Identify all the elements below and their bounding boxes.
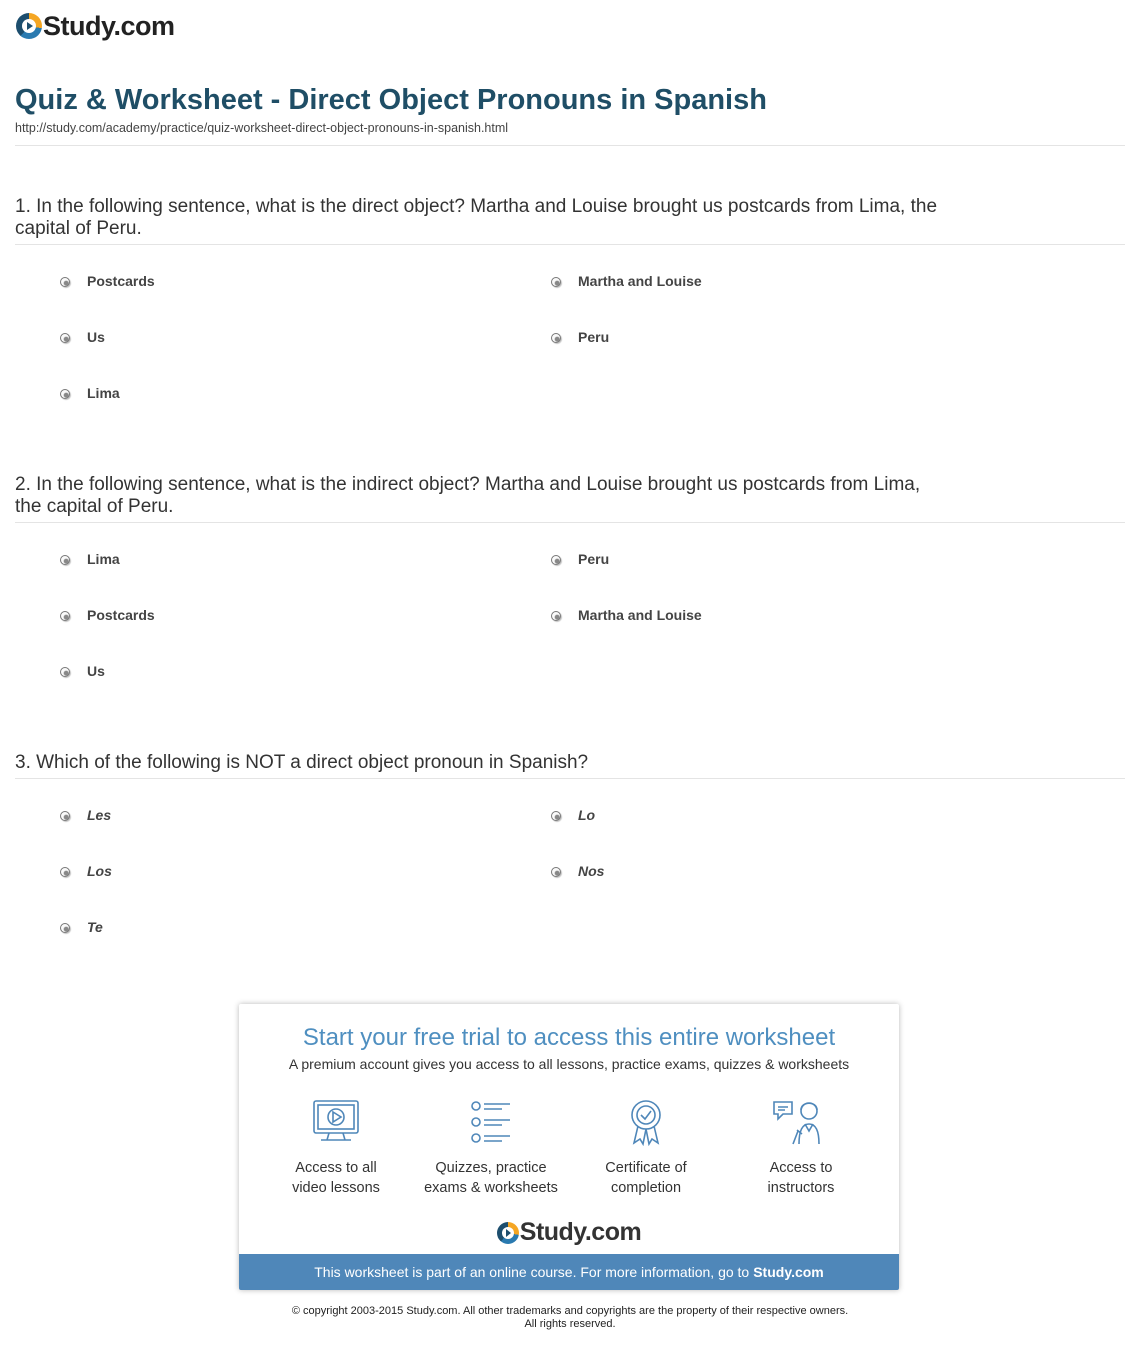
radio-button[interactable] (60, 277, 70, 287)
feature-label: Quizzes, practice exams & worksheets (424, 1160, 558, 1196)
question-3: 3. Which of the following is NOT a direct object pronoun in Spanish? (15, 752, 589, 773)
option-label: Nos (578, 863, 605, 879)
copyright-text: © copyright 2003-2015 Study.com. All other trademarks and copyrights are the property of their respective owners. (291, 1305, 849, 1317)
radio-button[interactable] (60, 867, 70, 877)
radio-button[interactable] (60, 389, 70, 399)
divider (15, 522, 1125, 523)
radio-button[interactable] (60, 667, 70, 677)
divider (15, 244, 1125, 245)
divider (15, 145, 1125, 146)
option-label: Postcards (87, 607, 155, 623)
answer-option[interactable] (60, 805, 111, 825)
answer-option[interactable] (551, 327, 609, 347)
radio-button[interactable] (60, 333, 70, 343)
option-label: Lima (87, 385, 120, 401)
video-lesson-icon (311, 1098, 361, 1146)
copyright-footer (0, 1305, 1140, 1331)
answer-option[interactable] (551, 805, 595, 825)
answer-option[interactable] (551, 549, 609, 569)
option-label: Lo (578, 807, 596, 823)
checklist-icon (466, 1098, 516, 1146)
option-label: Peru (578, 551, 610, 567)
promo-subtitle: A premium account gives you access to all lessons, practice exams, quizzes & worksheets (288, 1056, 850, 1072)
answer-option[interactable] (60, 917, 103, 937)
promo-title[interactable]: Start your free trial to access this entire worksheet (302, 1024, 836, 1051)
divider (15, 778, 1125, 779)
question-1: 1. In the following sentence, what is the direct object? Martha and Louise brought us postcards from Lima, the capital of Peru. (15, 196, 938, 239)
feature-label: Access to all video lessons (292, 1160, 380, 1196)
course-info-bar[interactable] (239, 1254, 899, 1290)
feature-video-lessons (261, 1098, 411, 1198)
option-label: Us (87, 329, 105, 345)
answer-option[interactable] (551, 861, 604, 881)
option-label: Postcards (87, 273, 155, 289)
answer-option[interactable] (551, 605, 702, 625)
radio-button[interactable] (551, 277, 561, 287)
radio-button[interactable] (551, 811, 561, 821)
option-label: Martha and Louise (578, 273, 702, 289)
answer-option[interactable] (60, 605, 155, 625)
radio-button[interactable] (60, 923, 70, 933)
feature-quizzes (416, 1098, 566, 1198)
radio-button[interactable] (60, 611, 70, 621)
study-logo-icon (16, 13, 42, 39)
page-url: http://study.com/academy/practice/quiz-worksheet-direct-object-pronouns-in-spanish.html (15, 121, 509, 135)
answer-option[interactable] (60, 661, 105, 681)
option-label: Les (87, 807, 112, 823)
answer-option[interactable] (60, 327, 105, 347)
option-label: Los (87, 863, 112, 879)
answer-option[interactable] (60, 383, 120, 403)
option-label: Us (87, 663, 105, 679)
answer-option[interactable] (551, 271, 702, 291)
study-link[interactable]: Study.com (753, 1264, 824, 1280)
instructor-icon (771, 1098, 831, 1146)
feature-label: Certificate of completion (605, 1160, 687, 1196)
option-label: Lima (87, 551, 120, 567)
promo-logo[interactable] (239, 1218, 899, 1247)
radio-button[interactable] (551, 867, 561, 877)
free-trial-promo[interactable] (239, 1004, 899, 1290)
answer-option[interactable] (60, 861, 112, 881)
feature-label: Access to instructors (767, 1160, 835, 1196)
radio-button[interactable] (551, 555, 561, 565)
page-title: Quiz & Worksheet - Direct Object Pronouns in Spanish (15, 84, 767, 116)
option-label: Te (87, 919, 103, 935)
answer-option[interactable] (60, 271, 155, 291)
question-2: 2. In the following sentence, what is the indirect object? Martha and Louise brought us postcards from Lima, the capital of Peru. (15, 474, 921, 517)
rights-text: All rights reserved. (524, 1318, 616, 1330)
feature-instructors (726, 1098, 876, 1198)
radio-button[interactable] (60, 811, 70, 821)
feature-certificate (571, 1098, 721, 1198)
radio-button[interactable] (551, 611, 561, 621)
logo-text: Study.com (43, 10, 175, 41)
radio-button[interactable] (60, 555, 70, 565)
logo-text: Study.com (519, 1218, 642, 1246)
option-label: Martha and Louise (578, 607, 702, 623)
study-logo[interactable] (16, 10, 175, 42)
course-info-text: This worksheet is part of an online course. For more information, go to (314, 1264, 750, 1280)
radio-button[interactable] (551, 333, 561, 343)
option-label: Peru (578, 329, 610, 345)
study-logo-icon (497, 1222, 519, 1244)
certificate-icon (621, 1098, 671, 1146)
answer-option[interactable] (60, 549, 120, 569)
